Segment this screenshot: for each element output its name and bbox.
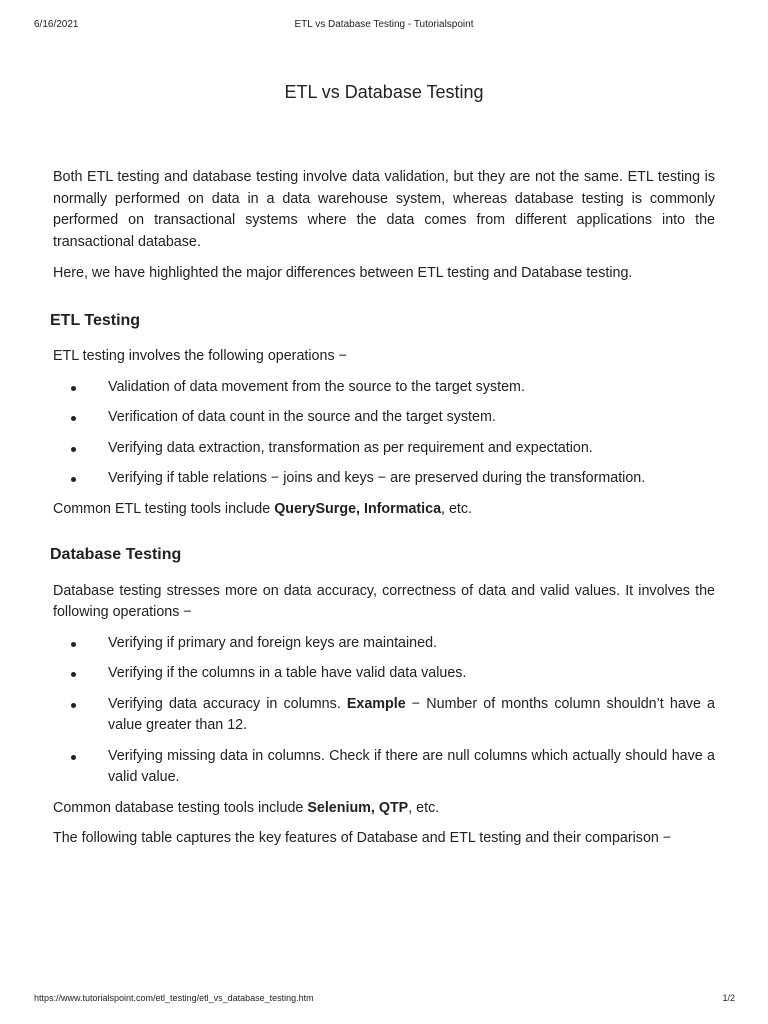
bullet-icon [71, 447, 76, 452]
print-header-title: ETL vs Database Testing - Tutorialspoint [294, 19, 474, 30]
list-item [53, 407, 715, 429]
etl-tools-paragraph [53, 499, 715, 521]
etl-testing-heading: ETL Testing [50, 311, 141, 329]
list-item-text: Verifying if the columns in a table have valid data values. [108, 665, 467, 681]
bullet-icon [71, 672, 76, 677]
etl-lead: ETL testing involves the following operations − [53, 348, 347, 364]
db-operations-list [53, 633, 715, 789]
db-lead: Database testing stresses more on data accuracy, correctness of data and valid values. It involves the following operations − [53, 582, 715, 620]
list-item [53, 633, 715, 655]
list-item [53, 468, 715, 490]
etl-operations-list [53, 377, 715, 490]
etl-tools-prefix: Common ETL testing tools include [53, 500, 275, 517]
print-date: 6/16/2021 [34, 19, 79, 30]
highlight-paragraph: Here, we have highlighted the major differences between ETL testing and Database testing. [53, 265, 633, 281]
list-item [53, 438, 715, 460]
intro-paragraph: Both ETL testing and database testing involve data validation, but they are not the same. ETL testing is normally performed on data in a data warehouse system, whereas database testing is commonly performed on transactional systems where the data comes from different applications into the transactional database. [53, 169, 715, 250]
list-item [53, 694, 715, 737]
list-item [53, 377, 715, 399]
list-item-text: Verifying if primary and foreign keys are maintained. [108, 634, 437, 651]
list-item [53, 663, 715, 685]
bullet-icon [71, 642, 76, 647]
list-item-text: Verifying if table relations − joins and keys − are preserved during the transformation. [108, 470, 646, 486]
list-item-text: Verifying data accuracy in columns. [108, 695, 347, 712]
list-item-text: Verification of data count in the source and the target system. [108, 409, 496, 425]
example-label: Example [346, 695, 406, 712]
etl-tools-suffix: , etc. [441, 500, 473, 517]
article-body [50, 167, 715, 850]
list-item-text: Verifying data extraction, transformation as per requirement and expectation. [108, 439, 593, 456]
page-title: ETL vs Database Testing [284, 82, 484, 102]
database-testing-heading: Database Testing [50, 546, 182, 563]
list-item-text: Verifying missing data in columns. Check if there are null columns which actually should have a valid value. [108, 747, 715, 785]
closing-paragraph: The following table captures the key features of Database and ETL testing and their comparison − [53, 830, 672, 846]
bullet-icon [71, 386, 76, 391]
bullet-icon [71, 416, 76, 421]
db-tools-suffix: , etc. [408, 799, 440, 816]
db-tools-names: Selenium, QTP [307, 799, 409, 816]
bullet-icon [71, 703, 76, 708]
list-item-text-suffix: − Number of months column shouldn’t have a value greater than 12. [108, 695, 715, 733]
print-footer-url: https://www.tutorialspoint.com/etl_testing/etl_vs_database_testing.htm [34, 993, 314, 1003]
list-item [53, 746, 715, 789]
db-tools-paragraph [53, 798, 715, 820]
db-tools-prefix: Common database testing tools include [53, 799, 308, 816]
page-number: 1/2 [722, 993, 735, 1003]
list-item-text: Validation of data movement from the source to the target system. [108, 378, 525, 395]
bullet-icon [71, 477, 76, 482]
bullet-icon [71, 755, 76, 760]
etl-tools-names: QuerySurge, Informatica [274, 500, 442, 517]
